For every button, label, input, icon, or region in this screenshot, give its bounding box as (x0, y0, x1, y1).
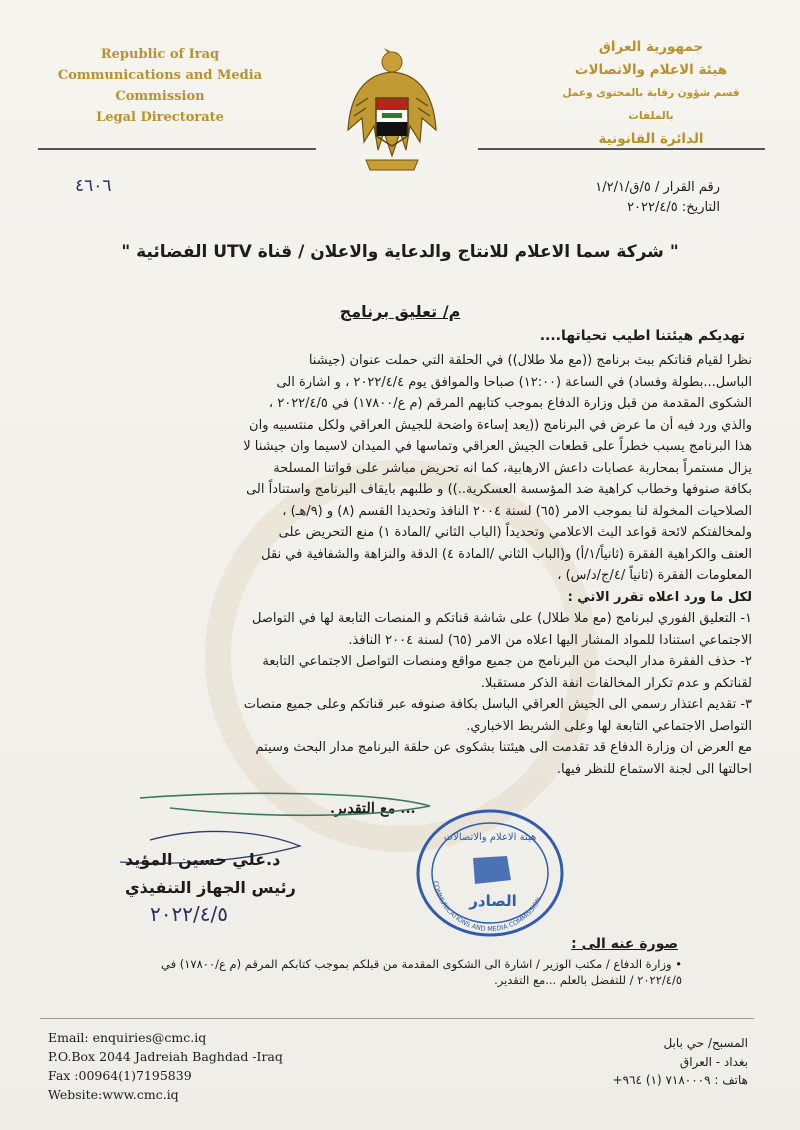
body-line: العنف والكراهية الفقرة (ثانياً/١/أ) و(الباب الثاني /المادة ٤) الدقة والنزاهة والشفافية في نقل (261, 546, 752, 562)
header-ar-line: قسم شؤون رقابة بالمحتوى وعمل بالملفات (562, 87, 740, 122)
greeting: تهديكم هيئتنا اطيب تحياتها.... (539, 328, 745, 344)
signatory-name: د.علي حسين المؤيد (125, 850, 281, 869)
copy-to-item: • وزارة الدفاع / مكتب الوزير / اشارة الى الشكوى المقدمة من قبلكم بموجب كتابكم المرقم (م ع/١٧٨٠٠) في (161, 957, 682, 971)
stamp-top-text: هيئة الاعلام والاتصالات (443, 832, 537, 843)
decision-item: الاجتماعي استنادا للمواد المشار اليها اعلاه من الامر (٦٥) لسنة ٢٠٠٤ النافذ. (348, 632, 752, 648)
copy-to-item: ٢٠٢٢/٤/٥ / للتفضل بالعلم ...مع التقدير. (494, 973, 682, 987)
body-line: الشكوى المقدمة من قبل وزارة الدفاع بموجب كتابهم المرقم (م ع/١٧٨٠٠) في ٢٠٢٢/٤/٥ ، (268, 396, 752, 411)
body-line: المعلومات الفقرة (ثانياً /٤/ج/د/س) ، (557, 568, 752, 583)
footer-po-box: P.O.Box 2044 Jadreiah Baghdad -Iraq (48, 1049, 283, 1064)
header-english (40, 44, 280, 128)
footer-rule (40, 1018, 754, 1019)
body-line: يزال مستمراً بمحاربة عصابات داعش الارهابية، كما انه تحريض مباشر على قواتنا المسلحة (273, 460, 752, 476)
body-line: بكافة صنوفها وخطاب كراهية ضد المؤسسة العسكرية..)) و طلبهم بايقاف البرنامج واستناداً الى (246, 482, 752, 497)
signatory-title: رئيس الجهاز التنفيذي (125, 878, 296, 897)
decision-block (595, 178, 720, 218)
footer-contact (48, 1028, 283, 1104)
closing-line: مع العرض ان وزارة الدفاع قد تقدمت الى هيئتنا بشكوى عن حلقة البرنامج مدار البحث وسيتم (255, 740, 752, 755)
decision-number: رقم القرار / ٥/ق/١/٢/١ (595, 180, 720, 195)
decided-heading: لكل ما ورد اعلاه تقرر الاتي : (567, 589, 752, 605)
header-en-line: Republic of Iraq (100, 47, 220, 62)
copy-to-heading: صورة عنه الى : (571, 936, 678, 952)
decision-item: ٣- تقديم اعتذار رسمي الى الجيش العراقي الباسل بكافة صنوفه عبر قناتكم وعلى جميع منصات (243, 697, 752, 712)
copy-to-list (70, 956, 682, 988)
header-arabic (540, 36, 762, 151)
handwritten-number: ٤٦٠٦ (75, 176, 112, 196)
body-line: نظرا لقيام قناتكم ببث برنامج ((مع ملا طلال)) في الحلقة التي حملت عنوان (جيشنا (308, 353, 752, 368)
stamp-label: الصادر (469, 892, 517, 910)
decision-item: ٢- حذف الفقرة مدار البحث من البرنامج من جميع مواقع ومنصات التواصل الاجتماعي التابعة (262, 654, 752, 669)
body-line: الباسل...بطولة وفساد) في الساعة (١٢:٠٠) صباحا والموافق يوم ٢٠٢٢/٤/٤ ، و اشارة الى (276, 374, 752, 390)
header-rule-right (478, 148, 765, 150)
footer-fax: Fax :00964(1)7195839 (48, 1068, 192, 1083)
header-rule-left (38, 148, 316, 150)
header-ar-line: الدائرة القانونية (598, 131, 704, 147)
stamp-ring-text: COMMUNICATIONS AND MEDIA COMMISSION (431, 880, 544, 934)
header-ar-line: جمهورية العراق (598, 39, 704, 55)
decision-item: ١- التعليق الفوري لبرنامج (مع ملا طلال) على شاشة قناتكم و المنصات التابعة لها في التواصل (251, 611, 752, 626)
body-line: والذي ورد فيه أن ما عرض في البرنامج ((يعد إساءة واضحة للجيش العراقي ولكل منتسبيه وان (249, 417, 752, 433)
body-line: الصلاحيات المخولة لنا بموجب الامر (٦٥) لسنة ٢٠٠٤ النافذ وتحديدا القسم (٨) و (٩/هـ) ، (282, 503, 752, 519)
addressee: " شركة سما الاعلام للانتاج والدعاية والاعلان / قناة UTV الفضائية " (121, 242, 679, 262)
subject-text: م/ تعليق برنامج (339, 302, 461, 321)
decision-item: التواصل الاجتماعي التابعة لها وعلى الشريط الاخباري. (466, 718, 752, 734)
header-en-line: Legal Directorate (96, 110, 224, 125)
iraq-eagle-emblem-icon (344, 46, 440, 178)
footer-ar-line: هاتف : ٧١٨٠٠٠٩ (١) ٩٦٤+ (612, 1073, 748, 1087)
closing-line: احالتها الى لجنة الاستماع للنظر فيها. (556, 761, 752, 777)
letter-body (46, 350, 752, 780)
official-stamp-icon (415, 808, 565, 938)
footer-address-ar (613, 1034, 748, 1090)
header-ar-line: هيئة الاعلام والاتصالات (574, 62, 728, 78)
footer-website[interactable]: Website:www.cmc.iq (48, 1087, 179, 1102)
footer-email[interactable]: Email: enquiries@cmc.iq (48, 1030, 207, 1045)
decision-item: لقناتكم و عدم تكرار المخالفات انفة الذكر مستقبلا. (480, 675, 752, 691)
body-line: ولمخالفتكم لائحة قواعد البث الاعلامي وتحديداً (الباب الثاني /المادة ١) منع التحريض على (278, 525, 752, 540)
thanks-line: ... مع التقدير. (330, 800, 416, 817)
header-en-line: Communications and Media (57, 68, 263, 83)
signature-date: ٢٠٢٢/٤/٥ (150, 902, 228, 926)
footer-ar-line: المسبح/ حي بابل (663, 1036, 748, 1050)
footer-ar-line: بغداد - العراق (679, 1054, 748, 1069)
header-en-line: Commission (115, 89, 205, 104)
subject-line (0, 302, 800, 321)
decision-date: التاريخ: ٢٠٢٢/٤/٥ (627, 200, 720, 215)
body-line: هذا البرنامج يسبب خطراً على قطعات الجيش العراقي وتماسها في الميدان لاسيما وان جيشنا لا (243, 439, 752, 454)
